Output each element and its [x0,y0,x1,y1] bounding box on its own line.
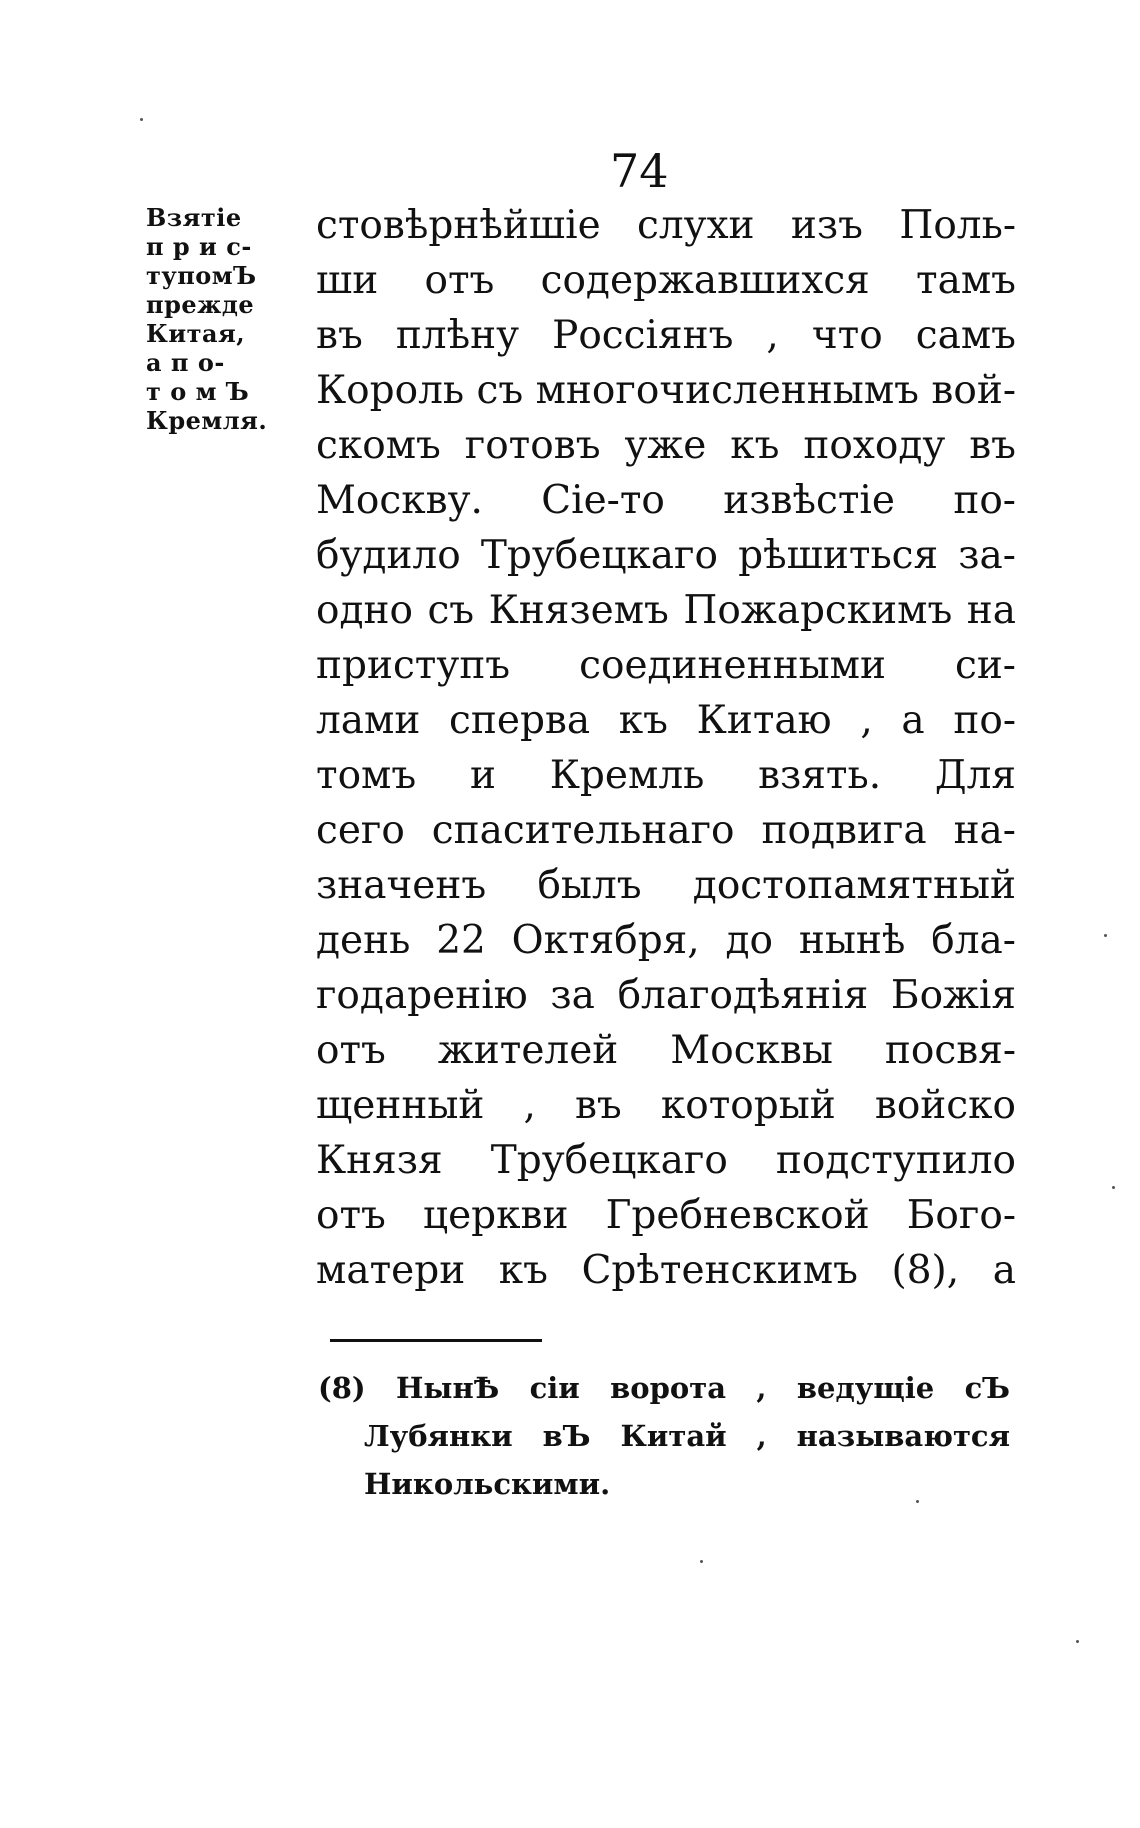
footnote-line: (8) НынѢ сіи ворота , ведущіе сЪ [318,1371,1010,1405]
body-line: годаренію за благодѣянія Божія [316,973,1016,1018]
footnote-line: Никольскими. [364,1467,611,1501]
margin-note-line: а п о- [146,348,225,377]
body-line: томъ и Кремль взять. Для [316,753,1016,798]
body-line: день 22 Октября, до нынѣ бла- [316,918,1016,963]
body-line: ши отъ содержавшихся тамъ [316,258,1016,303]
paper-speck [140,118,143,121]
body-line: приступъ соединенными си- [316,643,1016,688]
paper-speck [916,1500,919,1503]
margin-note-line: Китая, [146,319,246,348]
footnote-rule [330,1339,542,1342]
body-line: отъ церкви Гребневской Бого- [316,1193,1016,1238]
body-line: въ плѣну Россіянъ , что самъ [316,313,1016,358]
body-line: будило Трубецкаго рѣшиться за- [316,533,1016,578]
body-line: Москву. Сіе-то извѣстіе по- [316,478,1016,523]
body-line: сего спасительнаго подвига на- [316,808,1016,853]
body-line: скомъ готовъ уже къ походу въ [316,423,1016,468]
body-line: значенъ былъ достопамятный [316,863,1016,908]
footnote-line: Лубянки вЪ Китай , называются [364,1419,1010,1453]
body-line: матери къ Срѣтенскимъ (8), а [316,1248,1016,1293]
page-number: 74 [610,144,669,198]
footnote [318,1364,1010,1508]
body-line: Король съ многочисленнымъ вой- [316,368,1016,413]
body-line: стовѣрнѣйшіе слухи изъ Поль- [316,203,1016,248]
body-line: лами сперва къ Китаю , а по- [316,698,1016,743]
body-text [316,198,1016,1298]
margin-note-line: п р и с- [146,232,252,261]
margin-note-line: Взятіе [146,203,242,232]
margin-note [146,203,306,435]
margin-note-line: тупомЪ [146,261,257,290]
body-line: одно съ Княземъ Пожарскимъ на [316,588,1016,633]
paper-speck [1104,934,1107,937]
paper-speck [700,1560,703,1563]
margin-note-line: прежде [146,290,255,319]
margin-note-line: т о м Ъ [146,377,250,406]
paper-speck [1112,1186,1115,1189]
body-line: отъ жителей Москвы посвя- [316,1028,1016,1073]
body-line: Князя Трубецкаго подступило [316,1138,1016,1183]
margin-note-line: Кремля. [146,406,268,435]
paper-speck [1076,1640,1079,1643]
body-line: щенный , въ который войско [316,1083,1016,1128]
